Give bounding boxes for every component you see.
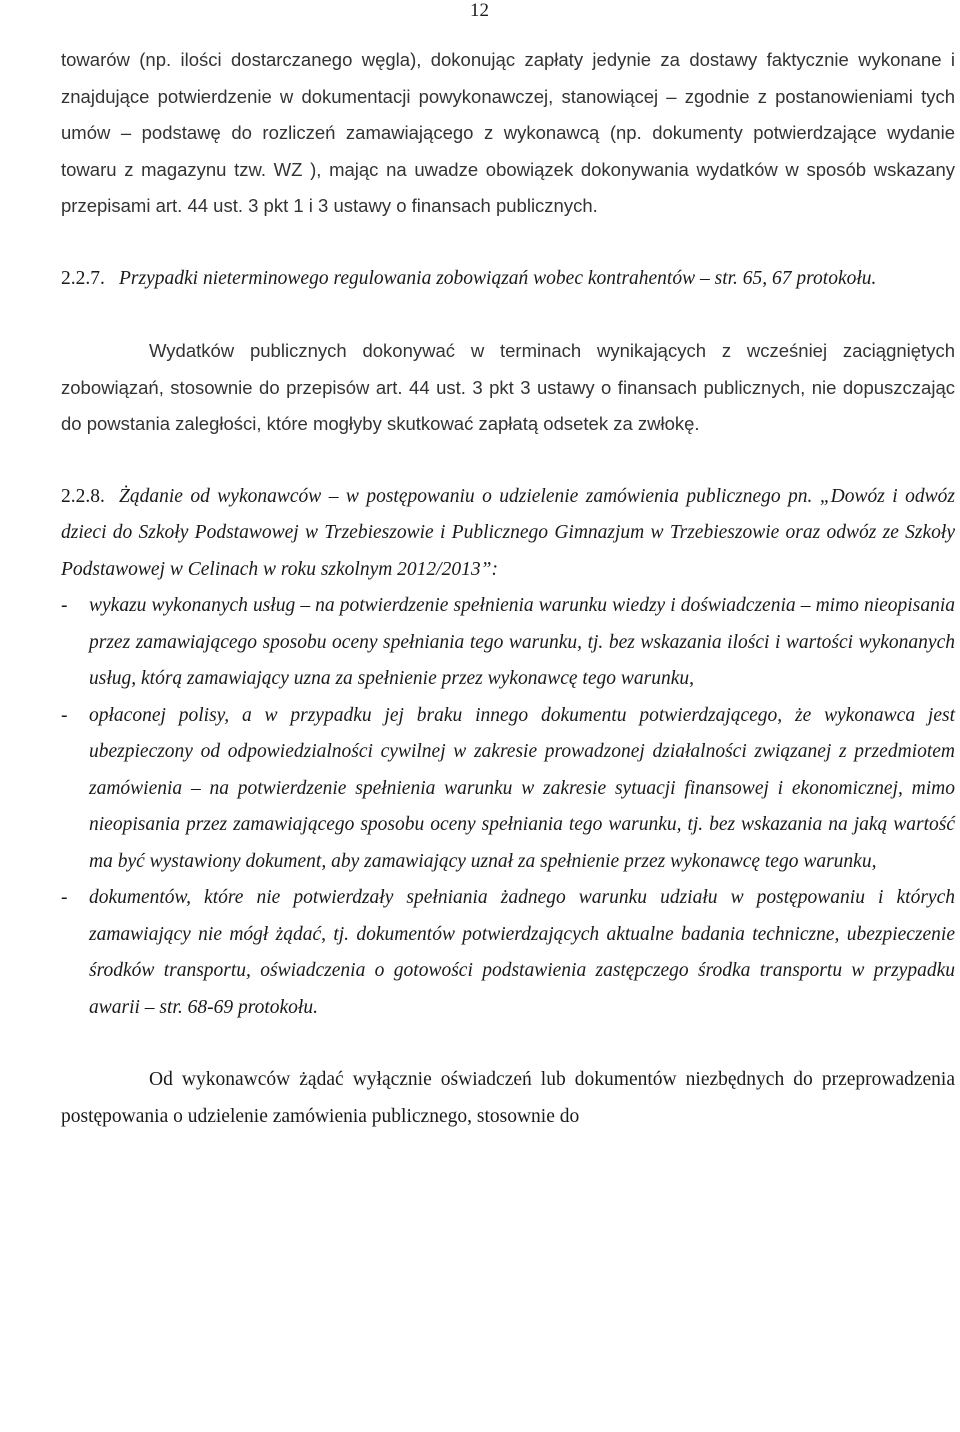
- list-dash: -: [61, 704, 68, 726]
- section-2-2-8-body: Od wykonawców żądać wyłącznie oświadczeń lub dokumentów niezbędnych do przeprowadzenia postępowania o udzielenie zamówienia publicznego, stosownie do: [61, 1069, 955, 1127]
- section-number: 2.2.8.: [61, 485, 105, 507]
- list-item-text: dokumentów, które nie potwierdzały spełniania żadnego warunku udziału w postępowaniu i których zamawiający nie mógł żądać, tj. dokumentów potwierdzających aktualne badania techniczne, ubezpieczenie środków transportu, oświadczenia o gotowości podstawienia zastępczego środka transportu w przypadku awarii – str. 68-69 protokołu.: [89, 887, 955, 1018]
- spacer: [61, 297, 955, 333]
- document-body: [61, 42, 955, 1135]
- section-heading-2-2-8: [61, 479, 955, 589]
- list-item: [61, 698, 955, 881]
- spacer: [61, 225, 955, 261]
- section-title: Przypadki nieterminowego regulowania zobowiązań wobec kontrahentów – str. 65, 67 protokołu.: [119, 267, 877, 289]
- list-item: [61, 588, 955, 698]
- section-heading-2-2-7: [61, 261, 955, 298]
- spacer: [61, 1026, 955, 1062]
- requirements-list: [61, 588, 955, 1026]
- list-dash: -: [61, 887, 68, 908]
- list-item-text: wykazu wykonanych usług – na potwierdzenie spełnienia warunku wiedzy i doświadczenia – mimo nieopisania przez zamawiającego sposobu oceny spełniania tego warunku, tj. bez wskazania ilości i wartości wykonanych usług, którą zamawiający uzna za spełnienie przez wykonawcę tego warunku,: [89, 595, 955, 689]
- section-2-2-7-body: Wydatków publicznych dokonywać w terminach wynikających z wcześniej zaciągniętych zobowiązań, stosownie do przepisów art. 44 ust. 3 pkt 3 ustawy o finansach publicznych, nie dopuszczając do powstania zaległości, które mogłyby skutkować zapłatą odsetek za zwłokę.: [61, 340, 955, 434]
- list-item: [61, 880, 955, 1026]
- list-item-text: opłaconej polisy, a w przypadku jej braku innego dokumentu potwierdzającego, że wykonawca jest ubezpieczony od odpowiedzialności cywilnej w zakresie prowadzonej działalności związanej z przedmiotem zamówienia – na potwierdzenie spełnienia warunku w zakresie sytuacji finansowej i ekonomicznej, mimo nieopisania przez zamawiającego sposobu oceny spełniania tego warunku, tj. bez wskazania na jaką wartość ma być wystawiony dokument, aby zamawiający uznał za spełnienie przez wykonawcę tego warunku,: [89, 704, 955, 872]
- section-number: 2.2.7.: [61, 267, 105, 289]
- intro-paragraph: towarów (np. ilości dostarczanego węgla), dokonując zapłaty jedynie za dostawy faktycznie wykonane i znajdujące potwierdzenie w dokumentacji powykonawczej, stanowiącej – zgodnie z postanowieniami tych umów – podstawę do rozliczeń zamawiającego z wykonawcą (np. dokumenty potwierdzające wydanie towaru z magazynu tzw. WZ ), mając na uwadze obowiązek dokonywania wydatków w sposób wskazany przepisami art. 44 ust. 3 pkt 1 i 3 ustawy o finansach publicznych.: [61, 49, 955, 216]
- page-number: 12: [470, 0, 489, 21]
- list-dash: -: [61, 595, 68, 616]
- spacer: [61, 443, 955, 479]
- section-title: Żądanie od wykonawców – w postępowaniu o udzielenie zamówienia publicznego pn. „Dowóz i odwóz dzieci do Szkoły Podstawowej w Trzebieszowie i Publicznego Gimnazjum w Trzebieszowie oraz odwóz ze Szkoły Podstawowej w Celinach w roku szkolnym 2012/2013”:: [61, 485, 955, 580]
